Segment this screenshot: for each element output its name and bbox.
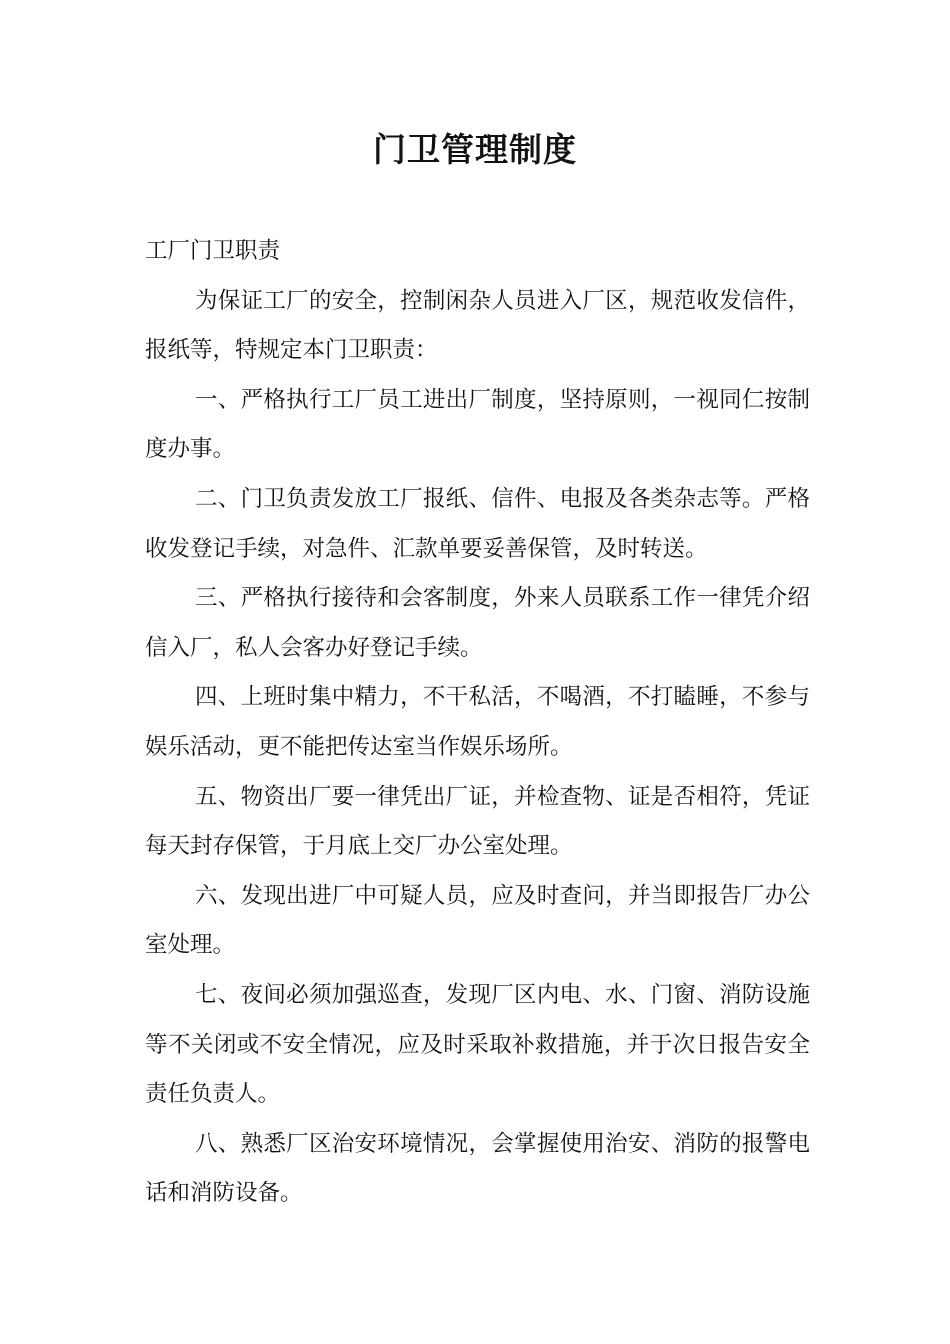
rule-paragraph-1: 一、严格执行工厂员工进出厂制度，坚持原则，一视同仁按制度办事。 xyxy=(145,386,810,463)
rule-paragraph-2: 二、门卫负责发放工厂报纸、信件、电报及各类杂志等。严格收发登记手续，对急件、汇款单要妥善保管，及时转送。 xyxy=(145,485,810,562)
intro-paragraph: 为保证工厂的安全，控制闲杂人员进入厂区，规范收发信件，报纸等，特规定本门卫职责： xyxy=(145,287,810,364)
rule-paragraph-3: 三、严格执行接待和会客制度，外来人员联系工作一律凭介绍信入厂，私人会客办好登记手续。 xyxy=(145,585,810,661)
rule-paragraph-5: 五、物资出厂要一律凭出厂证，并检查物、证是否相符，凭证每天封存保管，于月底上交厂办公室处理。 xyxy=(145,783,810,860)
section-heading: 工厂门卫职责 xyxy=(145,238,281,264)
rule-paragraph-7: 七、夜间必须加强巡查，发现厂区内电、水、门窗、消防设施等不关闭或不安全情况，应及时采取补救措施，并于次日报告安全责任负责人。 xyxy=(145,981,810,1108)
rule-paragraph-6: 六、发现出进厂中可疑人员，应及时查问，并当即报告厂办公室处理。 xyxy=(145,882,810,959)
page-title: 门卫管理制度 xyxy=(373,130,577,169)
document-body xyxy=(145,227,810,1219)
rule-paragraph-8: 八、熟悉厂区治安环境情况，会掌握使用治安、消防的报警电话和消防设备。 xyxy=(145,1130,810,1207)
rule-paragraph-4: 四、上班时集中精力，不干私活，不喝酒，不打瞌睡，不参与娱乐活动，更不能把传达室当作娱乐场所。 xyxy=(145,684,810,760)
